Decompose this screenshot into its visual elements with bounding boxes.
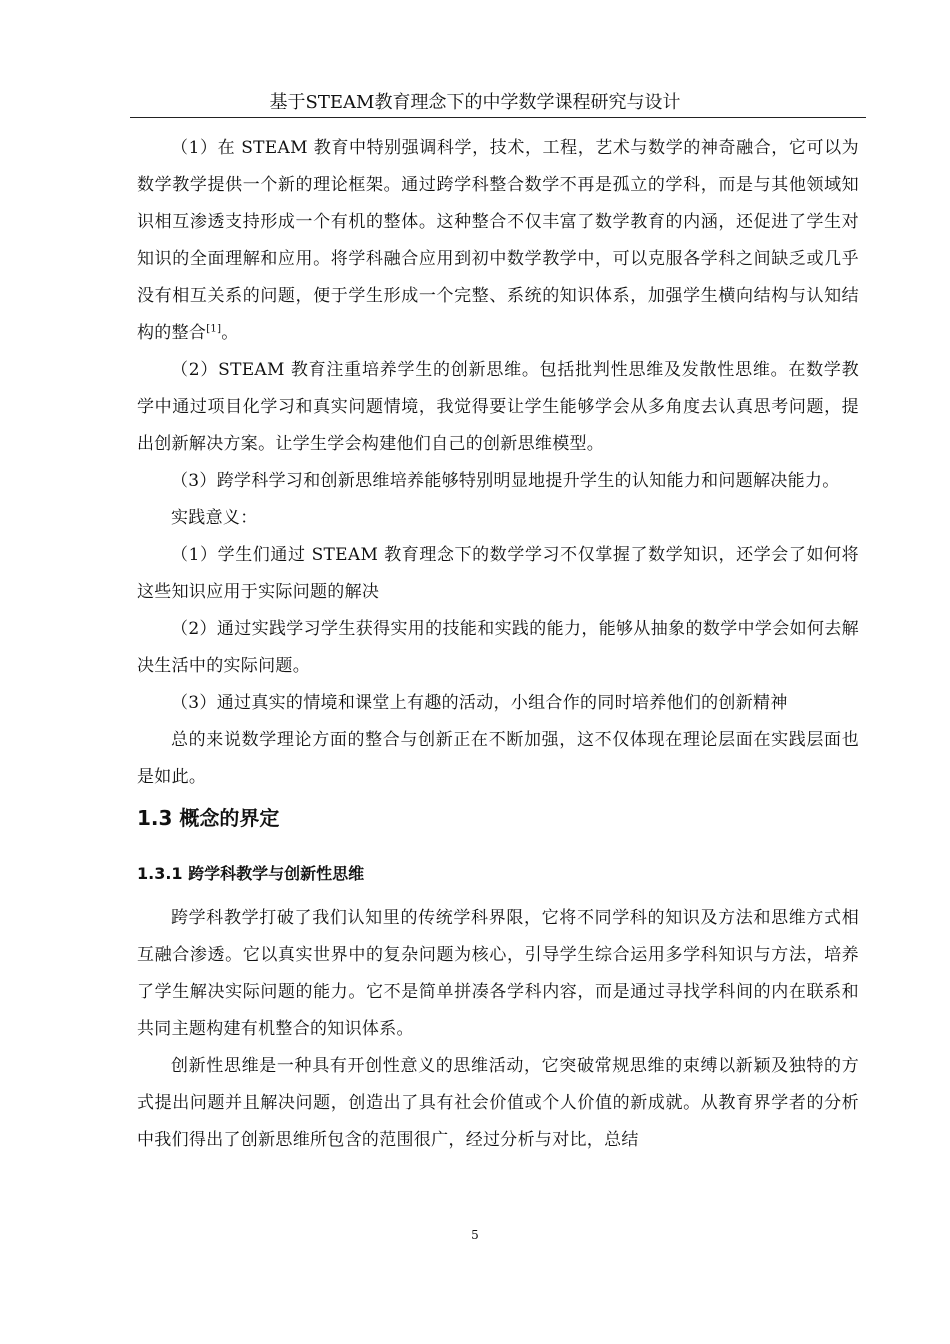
- running-header: 基于STEAM教育理念下的中学数学课程研究与设计: [269, 92, 681, 113]
- paragraph: 实践意义：: [171, 508, 258, 528]
- paragraph-text: （1）在 STEAM 教育中特别强调科学，技术，工程，艺术与数学的神奇融合，它可以为数学教学提供一个新的理论框架。通过跨学科整合数学不再是孤立的学科，而是与其他领域知识相互渗透支持形成一个有机的整体。这种整合不仅丰富了数学教育的内涵，还促进了学生对知识的全面理解和应用。将学科融合应用到初中数学教学中，可以克服各学科之间缺乏或几乎没有相互关系的问题，便于学生形成一个完整、系统的知识体系，加强学生横向结构与认知结构的整合: [137, 138, 859, 343]
- header-rule: [130, 117, 866, 118]
- paragraph: 创新性思维是一种具有开创性意义的思维活动，它突破常规思维的束缚以新颖及独特的方式提出问题并且解决问题，创造出了具有社会价值或个人价值的新成就。从教育界学者的分析中我们得出了创新思维所包含的范围很广，经过分析与对比，总结: [137, 1056, 859, 1150]
- page-body: [137, 130, 859, 1159]
- subsection-heading: 1.3.1 跨学科教学与创新性思维: [137, 864, 365, 883]
- paragraph: （2）STEAM 教育注重培养学生的创新思维。包括批判性思维及发散性思维。在数学教学中通过项目化学习和真实问题情境，我觉得要让学生能够学会从多角度去认真思考问题，提出创新解决方案。让学生学会构建他们自己的创新思维模型。: [137, 360, 859, 454]
- paragraph: （1）学生们通过 STEAM 教育理念下的数学学习不仅掌握了数学知识，还学会了如何将这些知识应用于实际问题的解决: [137, 545, 859, 602]
- paragraph-text-tail: 。: [221, 323, 239, 343]
- page-number: 5: [471, 1228, 479, 1242]
- paragraph: （3）通过真实的情境和课堂上有趣的活动，小组合作的同时培养他们的创新精神: [171, 693, 788, 713]
- paragraph: [137, 130, 859, 352]
- citation-ref: [1]: [206, 323, 222, 335]
- paragraph: 总的来说数学理论方面的整合与创新正在不断加强，这不仅体现在理论层面在实践层面也是如此。: [137, 730, 859, 787]
- section-heading: 1.3 概念的界定: [137, 806, 280, 830]
- paragraph: （3）跨学科学习和创新思维培养能够特别明显地提升学生的认知能力和问题解决能力。: [171, 471, 840, 491]
- paragraph: （2）通过实践学习学生获得实用的技能和实践的能力，能够从抽象的数学中学会如何去解决生活中的实际问题。: [137, 619, 859, 676]
- paragraph: 跨学科教学打破了我们认知里的传统学科界限，它将不同学科的知识及方法和思维方式相互融合渗透。它以真实世界中的复杂问题为核心，引导学生综合运用多学科知识与方法，培养了学生解决实际问题的能力。它不是简单拼凑各学科内容，而是通过寻找学科间的内在联系和共同主题构建有机整合的知识体系。: [137, 908, 859, 1039]
